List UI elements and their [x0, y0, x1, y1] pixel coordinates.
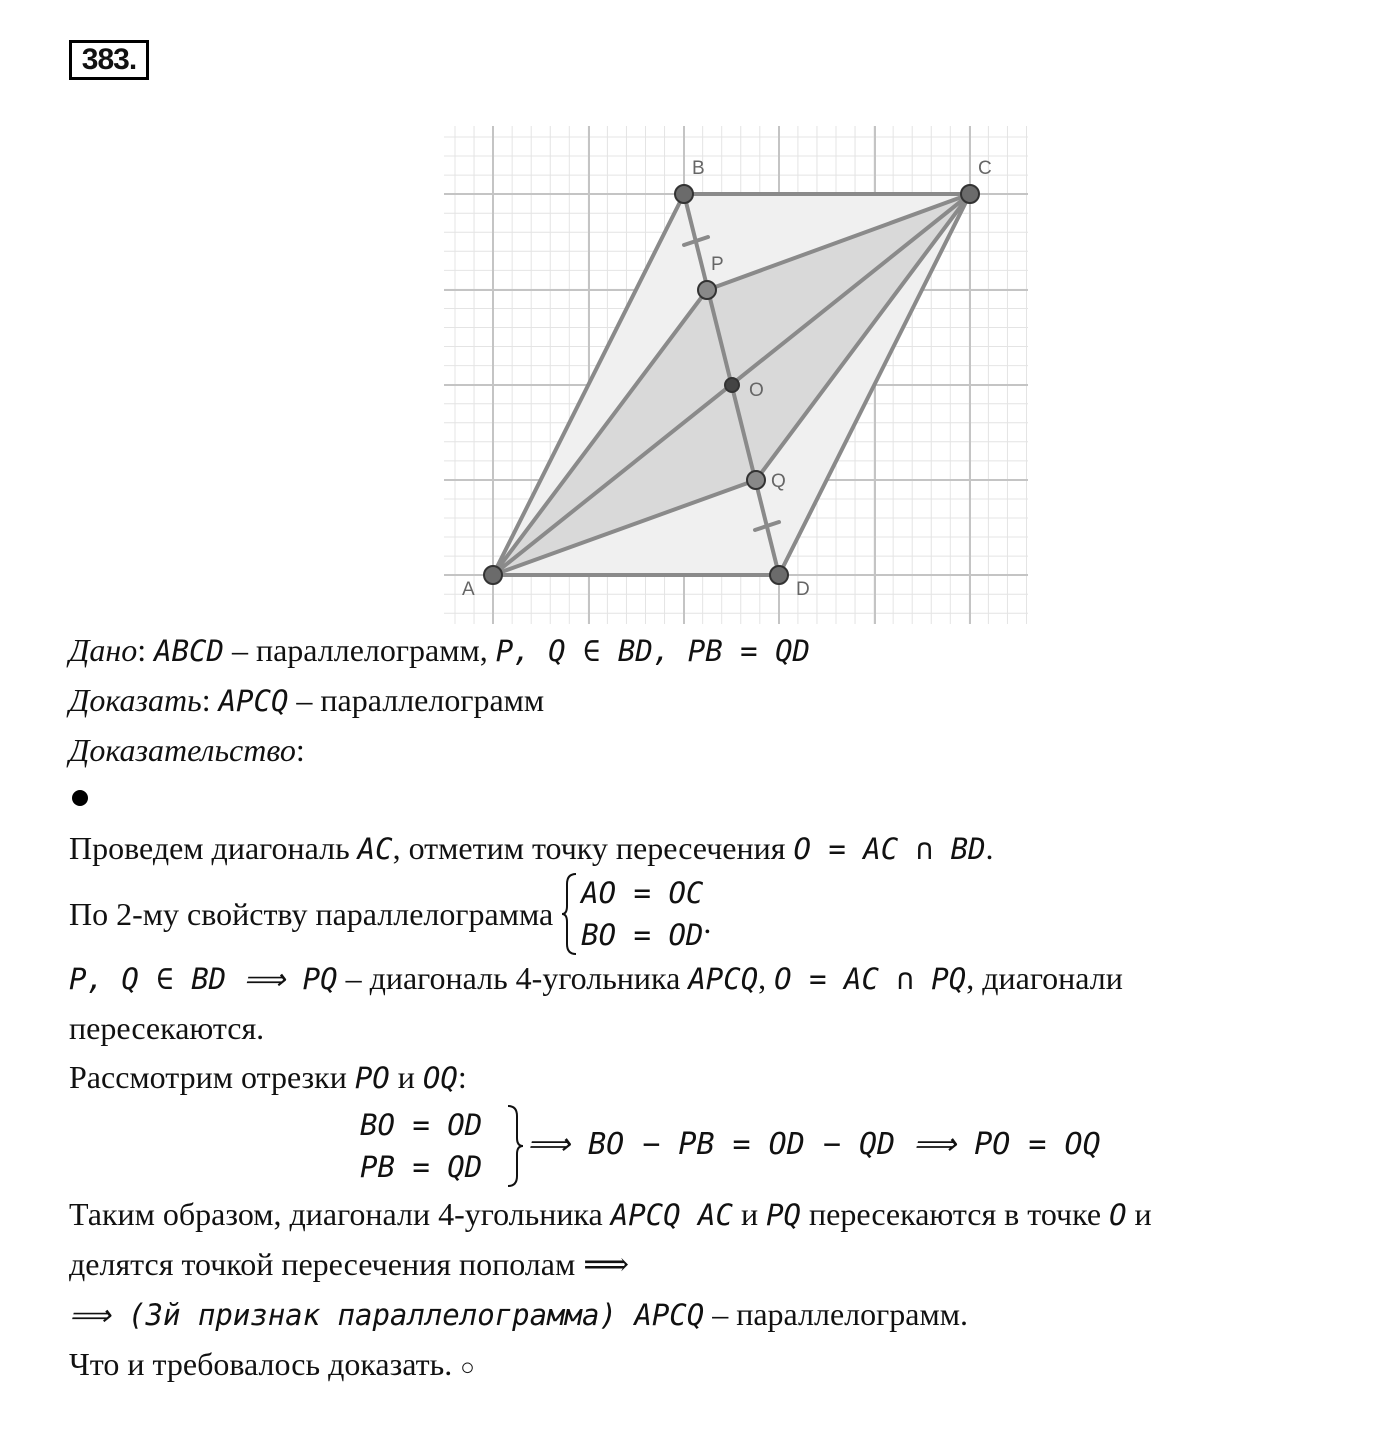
point-p: [698, 281, 716, 299]
given-colon: :: [137, 632, 147, 668]
step-1-math-1: AC: [357, 832, 393, 866]
given-condition: P, Q ∈ BD, PB = QD: [495, 634, 810, 668]
point-d: [770, 566, 788, 584]
given-dash-text: – параллелограмм,: [223, 632, 496, 668]
step-6-text-5: делятся точкой пересечения пополам: [69, 1246, 584, 1282]
given-label: Дано: [69, 632, 138, 668]
step-6: [69, 1194, 1152, 1235]
point-c: [961, 185, 979, 203]
proof-heading: [69, 730, 305, 770]
step-1-text-2: , отметим точку пересечения: [392, 830, 794, 866]
figure-canvas: [444, 126, 1028, 624]
prove-dash-text: – параллелограмм: [288, 682, 545, 718]
point-o: [725, 378, 739, 392]
step-2: [69, 872, 711, 956]
prove-figure: APCQ: [218, 684, 289, 718]
prove-line: [69, 680, 544, 721]
conclusion-line: [69, 1344, 475, 1388]
step-6-text-4: и: [1126, 1196, 1152, 1232]
step-3-text-4: пересекаются.: [69, 1010, 265, 1046]
step-7: [69, 1294, 968, 1335]
step-2-text: По 2-му свойству параллелограмма: [69, 896, 562, 932]
step-6-text-2: и: [732, 1196, 767, 1232]
step-3-math-2: APCQ: [688, 962, 759, 996]
step-6-continued: [69, 1244, 629, 1284]
given-line: [69, 630, 810, 671]
label-q: Q: [771, 471, 786, 492]
step-4-text-2: и: [389, 1059, 423, 1095]
step-4: [69, 1057, 467, 1098]
step-1: [69, 828, 994, 869]
label-c: C: [978, 158, 992, 179]
point-q: [747, 471, 765, 489]
step-6-math-3: O: [1109, 1198, 1127, 1232]
given-figure: ABCD: [154, 634, 224, 668]
step-4-text-3: :: [457, 1059, 467, 1095]
end-of-proof-icon: ○: [460, 1355, 475, 1381]
system-of-equations: [561, 872, 703, 956]
step-7-text-1: – параллелограмм.: [704, 1296, 968, 1332]
system-row-1: AO = OC: [581, 876, 704, 910]
equalities-system: [360, 1104, 482, 1188]
conclusion-text: Что и требовалось доказать.: [69, 1346, 461, 1382]
step-6-math-2: PQ: [766, 1198, 801, 1232]
right-brace-icon: [505, 1104, 525, 1188]
equality-row-1: BO = OD: [360, 1108, 483, 1142]
step-1-text-3: .: [985, 830, 994, 866]
label-d: D: [796, 579, 810, 600]
step-3-continued: [69, 1008, 264, 1048]
step-7-math-1: ⟹ (3й признак параллелограмма) APCQ: [69, 1298, 705, 1332]
step-4-math-2: OQ: [422, 1061, 458, 1095]
step-3-math-1: P, Q ∈ BD ⟹ PQ: [69, 962, 338, 996]
step-3-math-3: O = AC ∩ PQ: [774, 962, 967, 996]
step-6-math-4: ⟹: [583, 1246, 630, 1282]
step-3: [69, 958, 1123, 999]
step-6-text-1: Таким образом, диагонали 4-угольника: [69, 1196, 611, 1232]
step-1-math-2: O = AC ∩ BD: [793, 832, 986, 866]
step-3-text-2: ,: [758, 960, 775, 996]
implication-chain: ⟹ BO − PB = OD − QD ⟹ PO = OQ: [527, 1127, 1101, 1162]
step-6-text-3: пересекаются в точке: [801, 1196, 1110, 1232]
label-a: A: [462, 579, 475, 600]
prove-colon: :: [201, 682, 211, 718]
proof-colon: :: [295, 732, 305, 768]
proof-label: Доказательство: [69, 732, 296, 768]
step-3-text-3: , диагонали: [966, 960, 1123, 996]
point-b: [675, 185, 693, 203]
label-p: P: [711, 254, 724, 275]
step-4-text-1: Рассмотрим отрезки: [69, 1059, 355, 1095]
point-a: [484, 566, 502, 584]
problem-number: 383.: [69, 40, 149, 80]
prove-label: Доказать: [69, 682, 202, 718]
geometry-figure: [444, 126, 1028, 624]
step-4-math-1: PO: [354, 1061, 390, 1095]
step-3-text-1: – диагональ 4-угольника: [337, 960, 689, 996]
bullet-icon: [72, 790, 88, 806]
label-b: B: [692, 158, 705, 179]
step-2-period: .: [703, 904, 712, 940]
system-row-2: BO = OD: [581, 918, 704, 952]
left-brace-icon: [561, 872, 579, 956]
label-o: O: [749, 380, 764, 401]
step-6-math-1: APCQ AC: [610, 1198, 733, 1232]
step-1-text-1: Проведем диагональ: [69, 830, 358, 866]
equality-row-2: PB = QD: [360, 1150, 483, 1184]
